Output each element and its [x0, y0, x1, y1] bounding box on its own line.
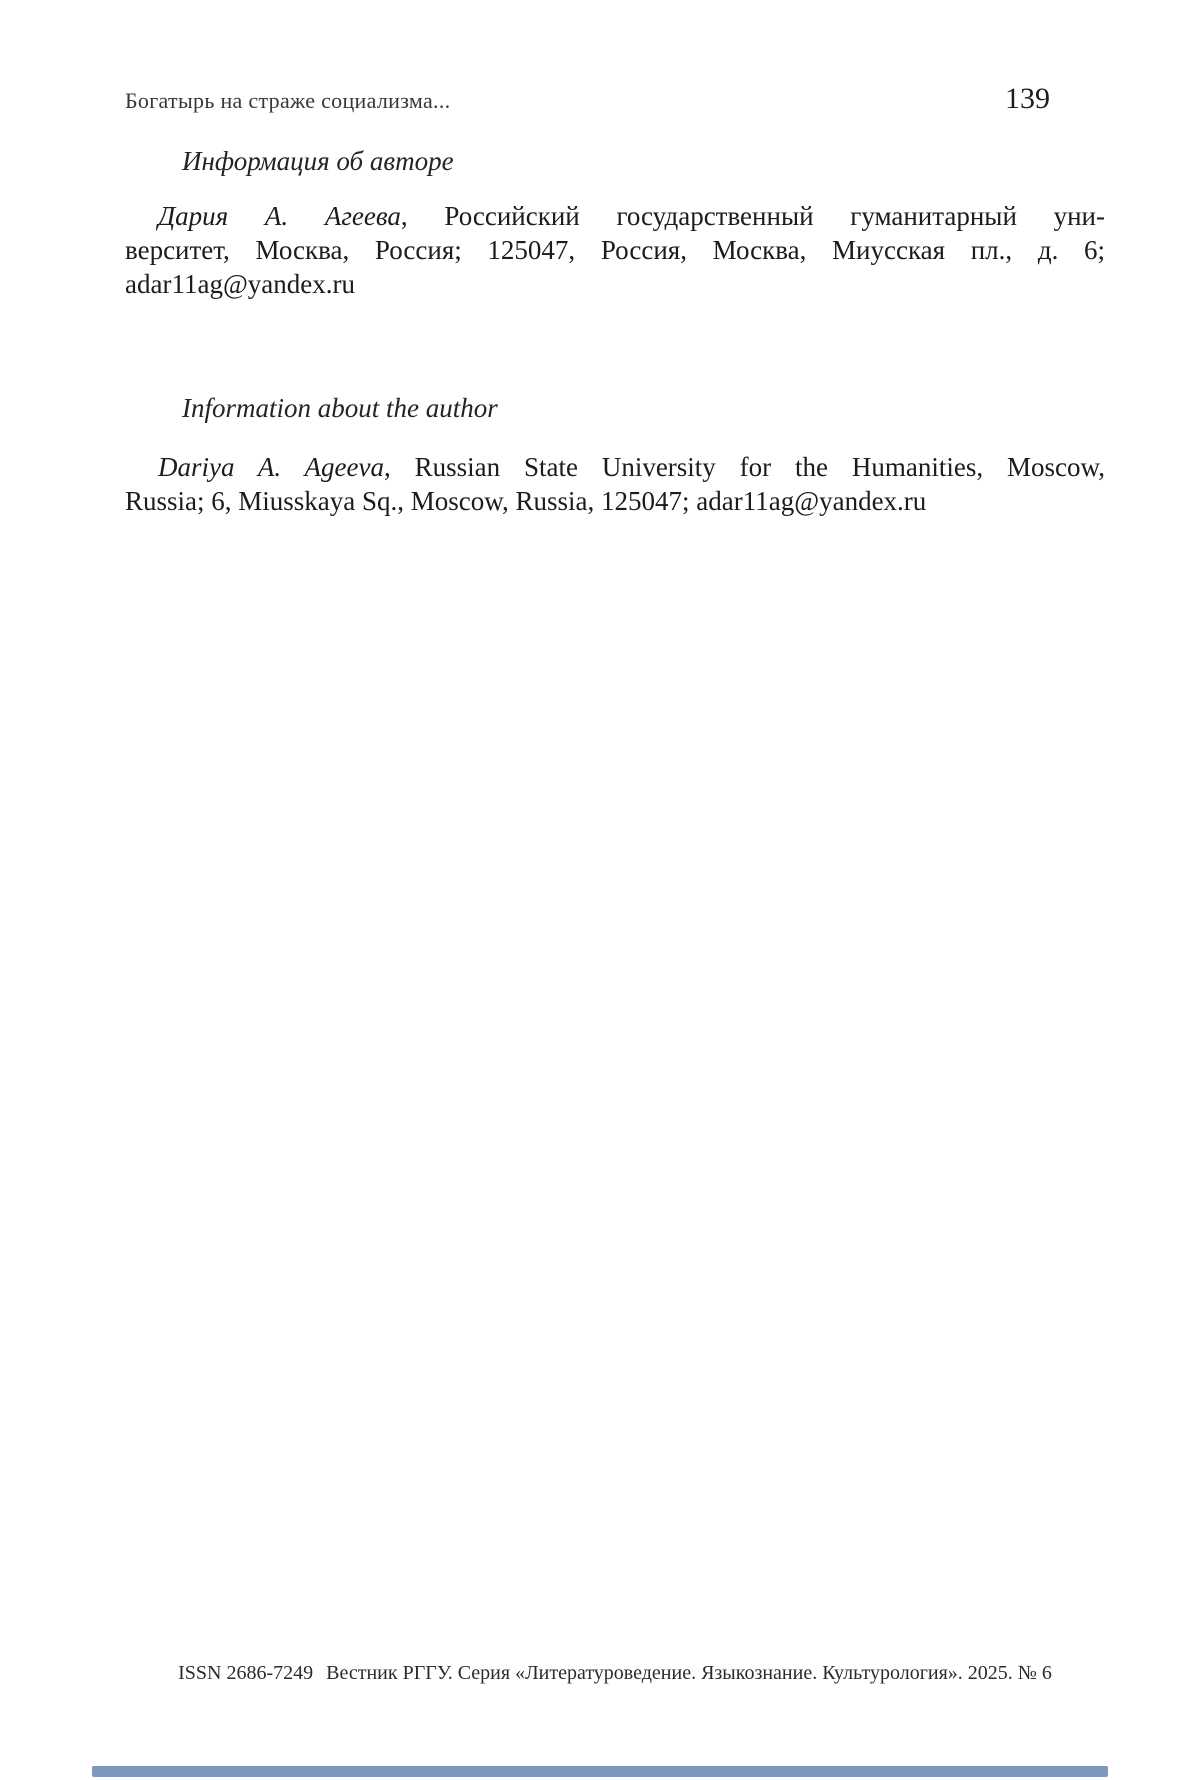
- paragraph-line: [125, 484, 1105, 518]
- running-header-title: Богатырь на страже социализма...: [125, 88, 451, 113]
- footer-journal-title: Вестник РГГУ. Серия «Литературоведение. Языкознание. Культурология». 2025. № 6: [326, 1662, 1052, 1684]
- affiliation-text-ru: , Российский государственный гуманитарный уни-: [400, 201, 1105, 231]
- paragraph-line: [125, 450, 1105, 484]
- author-paragraph-en: [125, 450, 1105, 518]
- address-text-en: Russia; 6, Miusskaya Sq., Moscow, Russia, 125047;: [125, 486, 697, 516]
- paragraph-line: [125, 199, 1105, 233]
- page-footer: [125, 1662, 1105, 1685]
- author-email-en: adar11ag@yandex.ru: [696, 486, 927, 516]
- author-name-ru: Дария А. Агеева: [158, 201, 401, 231]
- page-content: [125, 0, 1105, 518]
- page-number: 139: [1005, 82, 1050, 115]
- section-heading-ru: Информация об авторе: [182, 146, 454, 176]
- section-heading-en: Information about the author: [182, 393, 498, 423]
- footer-issn: ISSN 2686-7249: [178, 1662, 314, 1684]
- paragraph-line: верситет, Москва, Россия; 125047, Россия, Москва, Миусская пл., д. 6;: [125, 235, 1105, 265]
- author-email-ru: adar11ag@yandex.ru: [125, 269, 356, 299]
- affiliation-text-en: , Russian State University for the Humanities, Moscow,: [383, 452, 1105, 482]
- page-bottom-rule: [92, 1766, 1108, 1777]
- author-name-en: Dariya A. Ageeva: [158, 452, 384, 482]
- running-header: [125, 82, 1105, 116]
- author-paragraph-ru: [125, 199, 1105, 301]
